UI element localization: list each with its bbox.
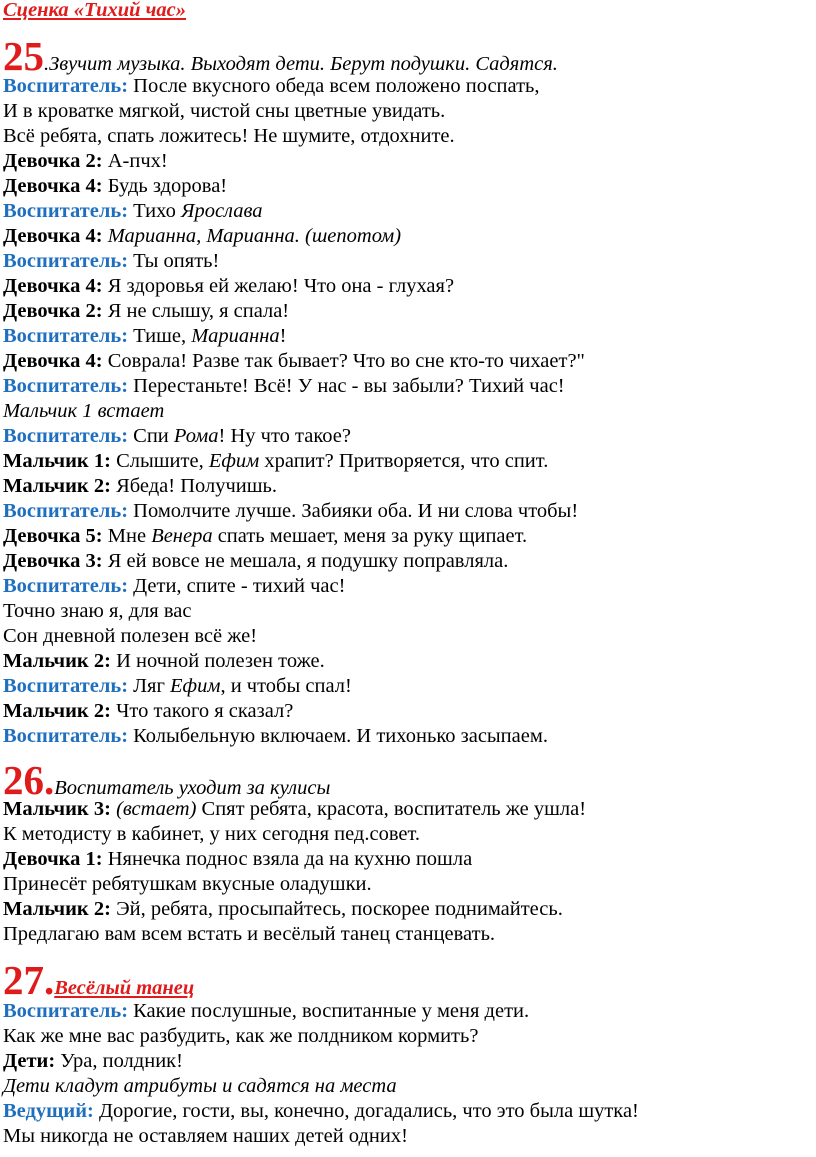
speaker-label: Воспитатель: (3, 575, 134, 597)
script-line (3, 274, 454, 299)
script-line (3, 599, 191, 624)
script-line (3, 33, 558, 79)
italic-text: Марианна (191, 325, 280, 347)
script-line (3, 199, 263, 224)
script-line (3, 449, 548, 474)
line-text: ! Ну что такое? (218, 425, 351, 447)
section-number: 26. (3, 757, 55, 803)
line-text: Тихо (133, 200, 181, 222)
script-line (3, 1049, 183, 1074)
line-text: Дети, спите - тихий час! (133, 575, 346, 597)
speaker-label: Девочка 1: (3, 848, 108, 870)
speaker-label: Мальчик 3: (3, 798, 117, 820)
line-text: Дорогие, гости, вы, конечно, догадались, что это была шутка! (99, 1100, 639, 1122)
script-line (3, 399, 164, 424)
script-line (3, 324, 287, 349)
speaker-label: Дети: (3, 1050, 61, 1072)
line-text: Что такого я сказал? (116, 700, 294, 722)
line-text: Предлагаю вам всем встать и весёлый танец станцевать. (3, 923, 496, 945)
speaker-label: Ведущий: (3, 1100, 100, 1122)
line-text: Ябеда! Получишь. (116, 475, 278, 497)
line-text: Ура, полдник! (60, 1050, 183, 1072)
script-line (3, 299, 289, 324)
speaker-label: Девочка 3: (3, 550, 108, 572)
speaker-label: Мальчик 1: (3, 450, 117, 472)
script-line (3, 524, 527, 549)
script-line (3, 224, 401, 249)
line-text: Слышите, (116, 450, 209, 472)
italic-text: Мальчик 1 встает (3, 400, 165, 422)
speaker-label: Девочка 4: (3, 175, 108, 197)
section-number: 25 (3, 33, 44, 79)
speaker-label: Мальчик 2: (3, 700, 117, 722)
script-line (3, 872, 372, 897)
speaker-label: Воспитатель: (3, 250, 134, 272)
line-text: Спи (133, 425, 174, 447)
speaker-label: Мальчик 2: (3, 650, 117, 672)
italic-text: Ефим (170, 675, 221, 697)
line-text: Ты опять! (133, 250, 220, 272)
script-line (3, 957, 195, 1003)
script-line (3, 349, 585, 374)
speaker-label: Воспитатель: (3, 675, 134, 697)
script-line (3, 822, 420, 847)
line-text: Тише, (133, 325, 192, 347)
script-line (3, 374, 565, 399)
script-line (3, 757, 331, 803)
line-text: Колыбельную включаем. И тихонько засыпаем. (133, 725, 548, 747)
line-text: Точно знаю я, для вас (3, 600, 192, 622)
speaker-label: Девочка 4: (3, 275, 108, 297)
scene-title: Сценка «Тихий час» (3, 0, 187, 21)
speaker-label: Мальчик 2: (3, 898, 117, 920)
speaker-label: Воспитатель: (3, 325, 134, 347)
line-text: спать мешает, меня за руку щипает. (212, 525, 528, 547)
speaker-label: Воспитатель: (3, 500, 134, 522)
line-text: Принесёт ребятушкам вкусные оладушки. (3, 873, 372, 895)
speaker-label: Девочка 2: (3, 300, 108, 322)
script-line (3, 999, 529, 1024)
script-line (3, 847, 472, 872)
line-text: храпит? Притворяется, что спит. (259, 450, 549, 472)
script-line (3, 124, 455, 149)
line-text: И в кроватке мягкой, чистой сны цветные увидать. (3, 100, 446, 122)
script-line (3, 174, 227, 199)
italic-text: Дети кладут атрибуты и садятся на места (3, 1075, 397, 1097)
stage-direction: Весёлый танец (54, 977, 195, 999)
speaker-label: Воспитатель: (3, 725, 134, 747)
script-line (3, 574, 345, 599)
script-line (3, 499, 578, 524)
script-line (3, 1099, 639, 1124)
line-text: Какие послушные, воспитанные у меня дети. (133, 1000, 530, 1022)
speaker-label: Воспитатель: (3, 375, 134, 397)
italic-text: (встает) (116, 798, 197, 820)
line-text: Мы никогда не оставляем наших детей одних! (3, 1125, 408, 1147)
speaker-label: Воспитатель: (3, 200, 134, 222)
speaker-label: Мальчик 2: (3, 475, 117, 497)
speaker-label: Воспитатель: (3, 425, 134, 447)
script-line (3, 922, 495, 947)
script-line (3, 1124, 408, 1149)
speaker-label: Девочка 4: (3, 225, 108, 247)
script-line (3, 649, 325, 674)
line-text: , и чтобы спал! (220, 675, 352, 697)
speaker-label: Девочка 2: (3, 150, 108, 172)
line-text: Будь здорова! (107, 175, 228, 197)
script-line (3, 1024, 478, 1049)
speaker-label: Воспитатель: (3, 75, 134, 97)
line-text: А-пчх! (107, 150, 168, 172)
speaker-label: Воспитатель: (3, 1000, 134, 1022)
line-text: После вкусного обеда всем положено поспать, (133, 75, 540, 97)
line-text: Я не слышу, я спала! (107, 300, 290, 322)
stage-direction: Воспитатель уходит за кулисы (54, 777, 331, 799)
italic-text: Венера (151, 525, 213, 547)
script-line (3, 74, 540, 99)
stage-direction: .Звучит музыка. Выходят дети. Берут подушки. Садятся. (44, 53, 558, 75)
line-text: Спят ребята, красота, воспитатель же ушла! (196, 798, 587, 820)
italic-text: Ярослава (180, 200, 263, 222)
line-text: Соврала! Разве так бывает? Что во сне кто-то чихает?" (107, 350, 585, 372)
script-line (3, 897, 563, 922)
script-line (3, 724, 548, 749)
line-text: Я здоровья ей желаю! Что она - глухая? (107, 275, 455, 297)
speaker-label: Девочка 4: (3, 350, 108, 372)
script-line (3, 549, 508, 574)
script-line (3, 699, 293, 724)
line-text: К методисту в кабинет, у них сегодня пед.совет. (3, 823, 421, 845)
line-text: Нянечка поднос взяла да на кухню пошла (107, 848, 473, 870)
line-text: Ляг (133, 675, 171, 697)
line-text: Я ей вовсе не мешала, я подушку поправляла. (107, 550, 509, 572)
line-text: ! (279, 325, 287, 347)
script-line (3, 674, 352, 699)
section-number: 27. (3, 957, 55, 1003)
script-line (3, 474, 277, 499)
line-text: Сон дневной полезен всё же! (3, 625, 258, 647)
line-text: Перестаньте! Всё! У нас - вы забыли? Тихий час! (133, 375, 565, 397)
line-text: Эй, ребята, просыпайтесь, поскорее поднимайтесь. (116, 898, 563, 920)
line-text: Мне (107, 525, 152, 547)
line-text: Помолчите лучше. Забияки оба. И ни слова чтобы! (133, 500, 579, 522)
italic-text: Ефим (208, 450, 260, 472)
line-text: Всё ребята, спать ложитесь! Не шумите, отдохните. (3, 125, 455, 147)
line-text: И ночной полезен тоже. (116, 650, 325, 672)
script-line (3, 99, 445, 124)
script-line (3, 149, 168, 174)
script-line (3, 797, 586, 822)
line-text: Как же мне вас разбудить, как же полдником кормить? (3, 1025, 479, 1047)
script-line (3, 424, 351, 449)
script-line (3, 624, 257, 649)
italic-text: Марианна, Марианна. (шепотом) (107, 225, 402, 247)
speaker-label: Девочка 5: (3, 525, 108, 547)
script-line (3, 1074, 397, 1099)
italic-text: Рома (173, 425, 219, 447)
script-line (3, 249, 219, 274)
